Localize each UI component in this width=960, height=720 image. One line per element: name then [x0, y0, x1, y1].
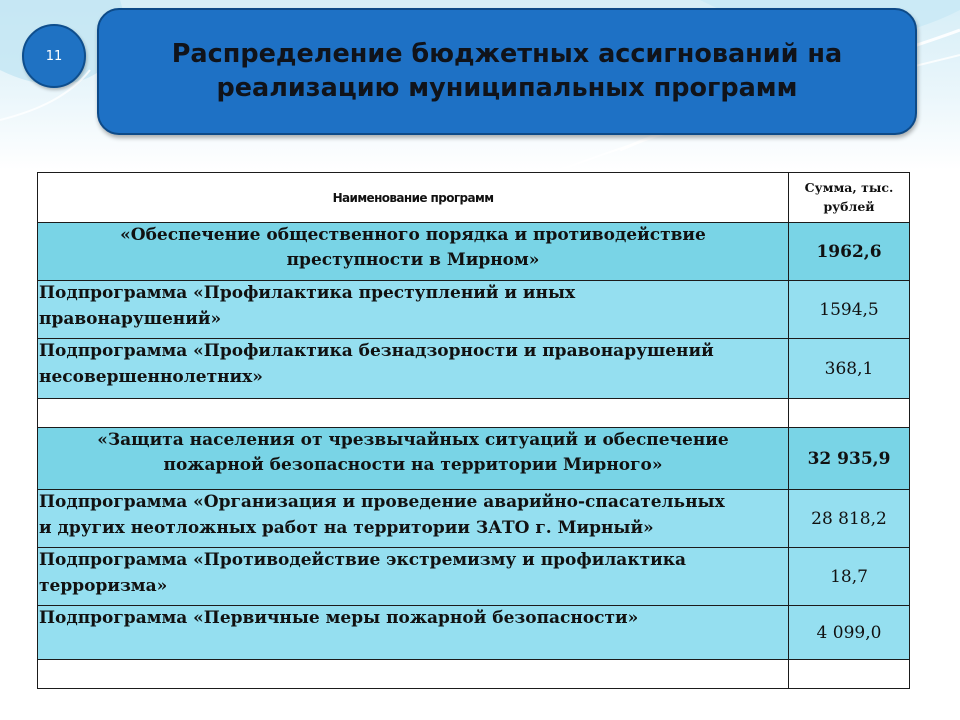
name-line-2: преступности в Мирном»: [286, 249, 540, 270]
title-banner: [97, 8, 917, 135]
program-sum: 32 935,9: [789, 428, 910, 490]
program-sum: 1962,6: [789, 223, 910, 281]
name-line-2: пожарной безопасности на территории Мирного»: [163, 454, 663, 475]
name-line-1: «Обеспечение общественного порядка и противодействие: [120, 225, 706, 245]
title-line-1: Распределение бюджетных ассигнований на: [171, 38, 843, 69]
empty-cell: [38, 660, 789, 689]
subprogram-sum: 4 099,0: [789, 606, 910, 660]
slide-number-badge: 11: [22, 24, 86, 88]
subprogram-sum: 368,1: [789, 339, 910, 399]
subprogram-sum: 18,7: [789, 548, 910, 606]
empty-cell: [38, 399, 789, 428]
budget-table: [37, 172, 910, 689]
table-row-program: [38, 223, 910, 281]
table-row-subprogram: [38, 606, 910, 660]
program-name: [38, 428, 789, 490]
table-row-empty: [38, 399, 910, 428]
empty-cell: [789, 660, 910, 689]
subprogram-sum: 1594,5: [789, 281, 910, 339]
table-header-row: [38, 173, 910, 223]
name-line-1: Подпрограмма «Организация и проведение аварийно-спасательных: [39, 492, 725, 512]
table-row-empty: [38, 660, 910, 689]
name-line-1: Подпрограмма «Первичные меры пожарной безопасности»: [39, 608, 639, 628]
program-name: [38, 223, 789, 281]
table-row-program: [38, 428, 910, 490]
page-title: [132, 38, 883, 105]
name-line-2: правонарушений»: [39, 308, 222, 329]
table-row-subprogram: [38, 339, 910, 399]
subprogram-name: [38, 281, 789, 339]
table-row-subprogram: [38, 490, 910, 548]
name-line-1: Подпрограмма «Профилактика преступлений и иных: [39, 283, 576, 303]
name-line-2: терроризма»: [39, 575, 168, 596]
header-sum-line-1: Сумма, тыс.: [804, 179, 894, 195]
subprogram-name: [38, 548, 789, 606]
name-line-2: и других неотложных работ на территории ЗАТО г. Мирный»: [39, 517, 654, 538]
table-row-subprogram: [38, 281, 910, 339]
name-line-1: Подпрограмма «Профилактика безнадзорности и правонарушений: [39, 341, 714, 361]
title-line-2: реализацию муниципальных программ: [216, 72, 798, 103]
header-sum-line-2: рублей: [823, 198, 875, 214]
empty-cell: [789, 399, 910, 428]
name-line-1: «Защита населения от чрезвычайных ситуаций и обеспечение: [97, 430, 729, 450]
subprogram-name: [38, 339, 789, 399]
name-line-1: Подпрограмма «Противодействие экстремизму и профилактика: [39, 550, 687, 570]
header-program-name: Наименование программ: [38, 173, 789, 223]
subprogram-name: [38, 490, 789, 548]
subprogram-sum: 28 818,2: [789, 490, 910, 548]
name-line-2: несовершеннолетних»: [39, 366, 263, 387]
subprogram-name: [38, 606, 789, 660]
header-sum: [789, 173, 910, 223]
table-row-subprogram: [38, 548, 910, 606]
